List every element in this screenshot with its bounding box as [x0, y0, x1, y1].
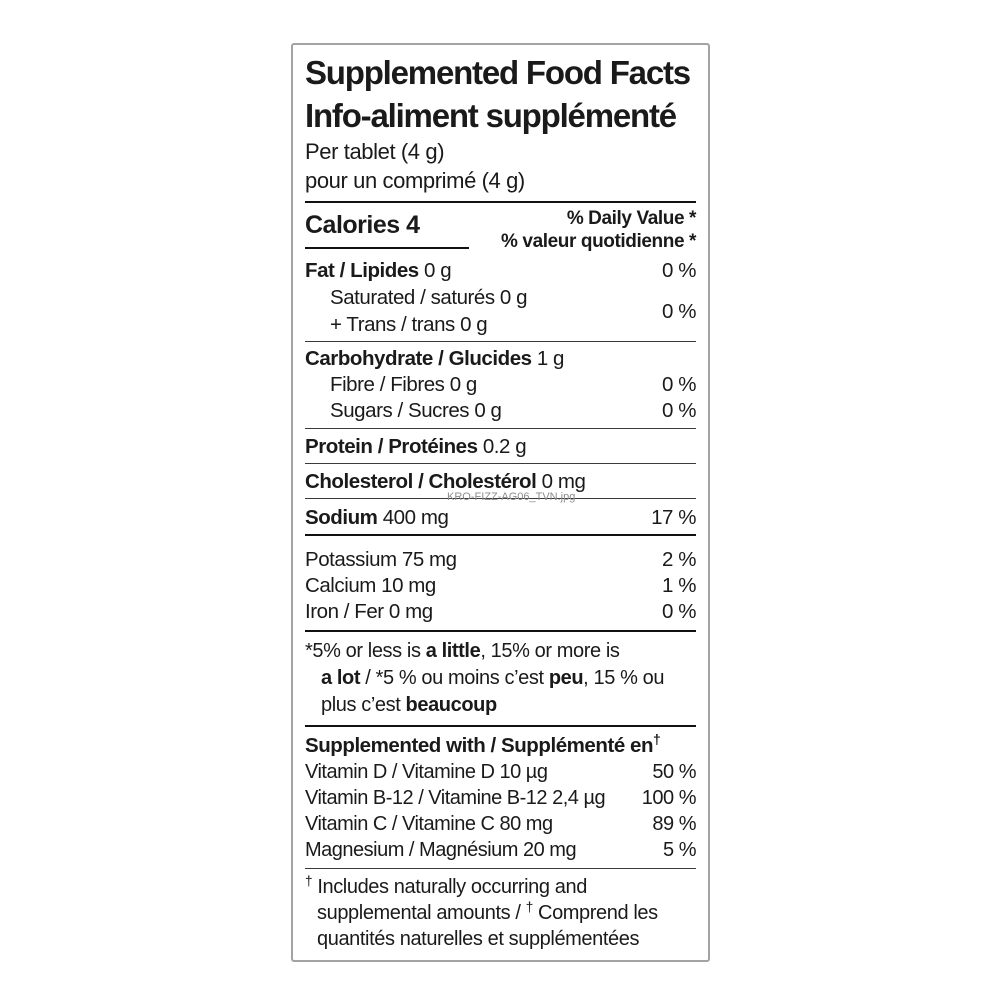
divider	[305, 201, 696, 203]
dagger-footnote-line-3: quantités naturelles et supplémentées	[317, 928, 640, 950]
nutrient-row-sodium	[305, 504, 696, 531]
nutrient-row-saturated-trans	[305, 284, 696, 338]
footnote-line-2: a lot / *5 % ou moins c’est peu, 15 % ou	[321, 667, 665, 689]
supplement-row-vitamin-d	[305, 759, 696, 785]
calcium-daily-value: 1 %	[662, 574, 696, 597]
fat-daily-value: 0 %	[662, 259, 696, 282]
protein-label: Protein / Protéines	[305, 435, 478, 458]
vitamin-b12-daily-value: 100 %	[641, 787, 696, 809]
divider	[305, 868, 696, 869]
sugars-label: Sugars / Sucres 0 g	[330, 399, 502, 422]
calories-value: Calories 4	[305, 205, 469, 249]
nutrient-row-iron	[305, 599, 696, 625]
fat-amount: 0 g	[418, 259, 452, 282]
divider	[305, 534, 696, 536]
supplement-row-vitamin-b12	[305, 785, 696, 811]
divider	[305, 428, 696, 429]
dagger-footnote-line-2: supplemental amounts / † Comprend les	[317, 899, 658, 924]
sugars-daily-value: 0 %	[662, 399, 696, 422]
supplement-row-magnesium	[305, 837, 696, 863]
dagger-footnote-line-1: † Includes naturally occurring and	[305, 873, 587, 898]
dagger-footnote	[305, 874, 696, 952]
cholesterol-amount: 0 mg	[536, 470, 586, 493]
vitamin-d-daily-value: 50 %	[652, 761, 696, 783]
calories-daily-value-row	[305, 205, 696, 253]
divider	[305, 463, 696, 464]
carbohydrate-label: Carbohydrate / Glucides	[305, 347, 532, 370]
iron-label: Iron / Fer 0 mg	[305, 600, 433, 623]
trans-label: + Trans / trans 0 g	[330, 313, 488, 336]
serving-size-en: Per tablet (4 g)	[305, 139, 445, 164]
sodium-label: Sodium	[305, 506, 378, 529]
nutrient-row-fat	[305, 257, 696, 284]
carbohydrate-amount: 1 g	[531, 347, 565, 370]
iron-daily-value: 0 %	[662, 600, 696, 623]
footnote-line-3: plus c’est beaucoup	[321, 694, 497, 716]
calcium-label: Calcium 10 mg	[305, 574, 436, 597]
label-title-fr: Info-aliment supplémenté	[305, 97, 676, 134]
cholesterol-label: Cholesterol / Cholestérol	[305, 470, 537, 493]
saturated-label: Saturated / saturés 0 g	[330, 286, 528, 309]
footnote-line-1: *5% or less is a little, 15% or more is	[305, 640, 620, 662]
vitamin-b12-label: Vitamin B-12 / Vitamine B-12 2,4 µg	[305, 787, 606, 809]
divider	[305, 725, 696, 727]
supplemented-food-facts-label	[291, 43, 710, 962]
nutrient-row-fibre	[305, 372, 696, 398]
label-title-en: Supplemented Food Facts	[305, 54, 690, 91]
potassium-daily-value: 2 %	[662, 548, 696, 571]
fibre-daily-value: 0 %	[662, 373, 696, 396]
nutrient-row-protein	[305, 433, 696, 460]
magnesium-daily-value: 5 %	[663, 839, 696, 861]
protein-amount: 0.2 g	[477, 435, 527, 458]
nutrient-row-calcium	[305, 573, 696, 599]
nutrient-row-potassium	[305, 547, 696, 573]
fibre-label: Fibre / Fibres 0 g	[330, 373, 477, 396]
potassium-label: Potassium 75 mg	[305, 548, 457, 571]
supplement-row-vitamin-c	[305, 811, 696, 837]
divider	[305, 630, 696, 632]
serving-size-fr: pour un comprimé (4 g)	[305, 168, 525, 193]
divider	[305, 341, 696, 342]
daily-value-header-en: % Daily Value *	[566, 208, 696, 229]
magnesium-label: Magnesium / Magnésium 20 mg	[305, 839, 577, 861]
supplemented-nutrients-list	[305, 759, 696, 863]
daily-value-header-fr: % valeur quotidienne *	[501, 231, 696, 252]
supplemented-with-header: Supplemented with / Supplémenté en†	[305, 731, 661, 757]
daily-value-footnote	[305, 638, 696, 719]
nutrient-row-carbohydrate	[305, 345, 696, 372]
nutrient-row-sugars	[305, 398, 696, 424]
saturated-trans-daily-value: 0 %	[662, 299, 696, 323]
sodium-amount: 400 mg	[377, 506, 449, 529]
vitamin-d-label: Vitamin D / Vitamine D 10 µg	[305, 761, 548, 783]
daily-value-header	[501, 205, 696, 253]
vitamin-c-daily-value: 89 %	[652, 813, 696, 835]
watermark-text: KRO-FIZZ-AG06_TVN.jpg	[447, 491, 576, 503]
sodium-daily-value: 17 %	[651, 506, 696, 529]
fat-label: Fat / Lipides	[305, 259, 419, 282]
vitamin-c-label: Vitamin C / Vitamine C 80 mg	[305, 813, 553, 835]
